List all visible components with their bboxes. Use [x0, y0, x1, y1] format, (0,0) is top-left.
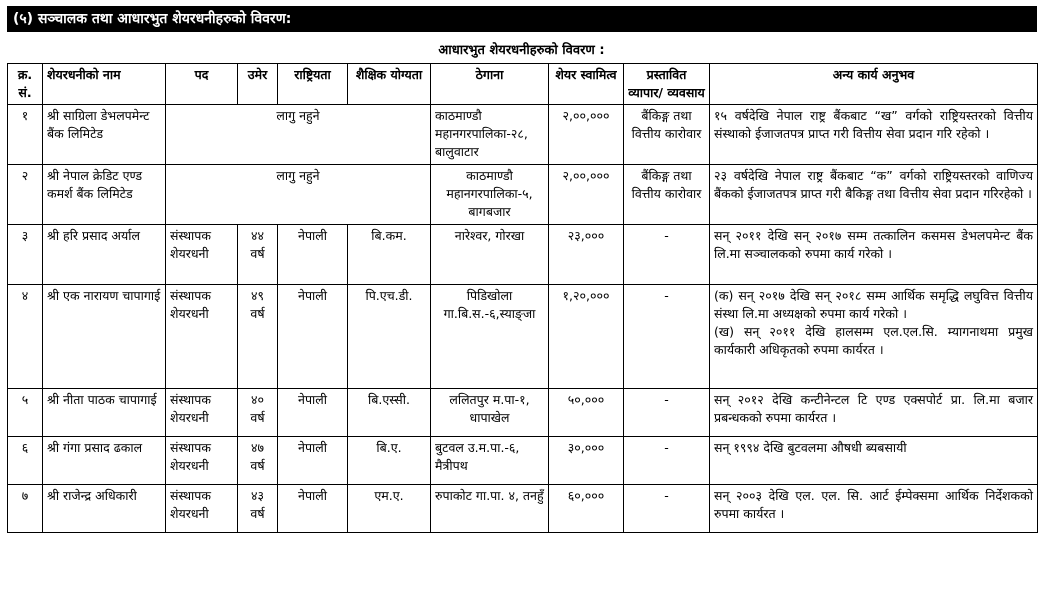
row-name: श्री नेपाल क्रेडिट एण्ड कमर्श बैंक लिमिटेड [43, 165, 166, 225]
header-business: प्रस्तावित व्यापार/ व्यवसाय [624, 64, 710, 105]
row-education: बि.ए. [348, 437, 431, 485]
row-post: संस्थापक शेयरधनी [166, 225, 238, 285]
row-business: - [624, 485, 710, 533]
row-shares: २३,००० [549, 225, 624, 285]
row-shares: ३०,००० [549, 437, 624, 485]
header-nationality: राष्ट्रियता [278, 64, 348, 105]
row-age: ४३ वर्ष [238, 485, 278, 533]
header-name: शेयरधनीको नाम [43, 64, 166, 105]
row-experience: सन् २०११ देखि सन् २०१७ सम्म तत्कालिन कसमस डेभलपमेन्ट बैंक लि.मा सञ्चालकको रुपमा कार्य गरेको । [710, 225, 1038, 285]
table-row [8, 485, 1038, 533]
row-post: संस्थापक शेयरधनी [166, 485, 238, 533]
row-name: श्री गंगा प्रसाद ढकाल [43, 437, 166, 485]
table-row [8, 437, 1038, 485]
table-header-row [8, 64, 1038, 105]
row-nationality: नेपाली [278, 485, 348, 533]
row-experience: सन् २००३ देखि एल. एल. सि. आर्ट ईम्पेक्समा आर्थिक निर्देशकको रुपमा कार्यरत । [710, 485, 1038, 533]
header-post: पद [166, 64, 238, 105]
row-business: बैंकिङ्ग तथा वित्तीय कारोवार [624, 105, 710, 165]
row-business: - [624, 389, 710, 437]
row-shares: २,००,००० [549, 165, 624, 225]
row-name: श्री नीता पाठक चापागाई [43, 389, 166, 437]
row-experience [710, 285, 1038, 389]
row-age: ४४ वर्ष [238, 225, 278, 285]
row-education: पि.एच.डी. [348, 285, 431, 389]
row-education: एम.ए. [348, 485, 431, 533]
row-sn: ४ [8, 285, 43, 389]
row-name: श्री हरि प्रसाद अर्याल [43, 225, 166, 285]
row-address: काठमाण्डौ महानगरपालिका-५, बागबजार [431, 165, 549, 225]
row-not-applicable: लागु नहुने [166, 105, 431, 165]
row-experience: सन् २०१२ देखि कन्टीनेन्टल टि एण्ड एक्सपोर्ट प्रा. लि.मा बजार प्रबन्धकको रुपमा कार्यरत । [710, 389, 1038, 437]
row-shares: ५०,००० [549, 389, 624, 437]
section-title: (५) सञ्चालक तथा आधारभुत शेयरधनीहरुको विवरण: [7, 6, 1037, 32]
row-shares: ६०,००० [549, 485, 624, 533]
row-age: ४७ वर्ष [238, 437, 278, 485]
row-experience-a: (क) सन् २०१७ देखि सन् २०१८ सम्म आर्थिक समृद्धि लघुवित्त वित्तीय संस्था लि.मा अध्यक्षको रुपमा कार्य गरेको । [714, 288, 1033, 321]
row-business: - [624, 437, 710, 485]
row-address: रुपाकोट गा.पा. ४, तनहुँ [431, 485, 549, 533]
row-address: बुटवल उ.म.पा.-६, मैत्रीपथ [431, 437, 549, 485]
row-shares: २,००,००० [549, 105, 624, 165]
row-name: श्री साग्रिला डेभलपमेन्ट बैंक लिमिटेड [43, 105, 166, 165]
row-address: काठमाण्डौ महानगरपालिका-२८, बालुवाटार [431, 105, 549, 165]
row-nationality: नेपाली [278, 225, 348, 285]
row-sn: ३ [8, 225, 43, 285]
row-sn: १ [8, 105, 43, 165]
row-sn: २ [8, 165, 43, 225]
row-name: श्री एक नारायण चापागाई [43, 285, 166, 389]
row-business: - [624, 285, 710, 389]
row-experience: सन् १९९४ देखि बुटवलमा औषधी ब्यबसायी [710, 437, 1038, 485]
row-nationality: नेपाली [278, 285, 348, 389]
header-age: उमेर [238, 64, 278, 105]
row-post: संस्थापक शेयरधनी [166, 285, 238, 389]
table-row [8, 389, 1038, 437]
header-experience: अन्य कार्य अनुभव [710, 64, 1038, 105]
table-row [8, 165, 1038, 225]
table-row [8, 225, 1038, 285]
table-row [8, 105, 1038, 165]
row-shares: १,२०,००० [549, 285, 624, 389]
row-sn: ६ [8, 437, 43, 485]
row-address: ललितपुर म.पा-१, धापाखेल [431, 389, 549, 437]
row-nationality: नेपाली [278, 389, 348, 437]
table-row [8, 285, 1038, 389]
row-experience: २३ वर्षदेखि नेपाल राष्ट्र बैंकबाट “क” वर्गको राष्ट्रियस्तरको वाणिज्य बैंकको ईजाजतपत्र प्राप्त गरी बैकिङ्ग तथा वित्तीय सेवा प्रदान गरिरहेको । [710, 165, 1038, 225]
row-experience-b: (ख) सन् २०११ देखि हालसम्म एल.एल.सि. म्यागनाथमा प्रमुख कार्यकारी अधिकृतको रुपमा कार्यरत । [714, 324, 1033, 357]
row-education: बि.कम. [348, 225, 431, 285]
shareholder-table [7, 63, 1038, 533]
table-title: आधारभुत शेयरधनीहरुको विवरण : [438, 43, 605, 58]
header-education: शैक्षिक योग्यता [348, 64, 431, 105]
row-nationality: नेपाली [278, 437, 348, 485]
row-age: ४९ वर्ष [238, 285, 278, 389]
row-post: संस्थापक शेयरधनी [166, 437, 238, 485]
header-address: ठेगाना [431, 64, 549, 105]
row-sn: ७ [8, 485, 43, 533]
header-shares: शेयर स्वामित्व [549, 64, 624, 105]
row-address: नारेश्वर, गोरखा [431, 225, 549, 285]
row-experience: १५ वर्षदेखि नेपाल राष्ट्र बैंकबाट “ख” वर्गको राष्ट्रियस्तरको वित्तीय संस्थाको ईजाजतपत्र प्राप्त गरी वित्तीय सेवा प्रदान गरि रहेको । [710, 105, 1038, 165]
row-age: ४० वर्ष [238, 389, 278, 437]
row-education: बि.एस्सी. [348, 389, 431, 437]
header-sn: क्र. सं. [8, 64, 43, 105]
row-name: श्री राजेन्द्र अधिकारी [43, 485, 166, 533]
row-business: - [624, 225, 710, 285]
row-address: पिडिखोला गा.बि.स.-६,स्याङ्जा [431, 285, 549, 389]
row-post: संस्थापक शेयरधनी [166, 389, 238, 437]
row-business: बैंकिङ्ग तथा वित्तीय कारोवार [624, 165, 710, 225]
row-sn: ५ [8, 389, 43, 437]
row-not-applicable: लागु नहुने [166, 165, 431, 225]
